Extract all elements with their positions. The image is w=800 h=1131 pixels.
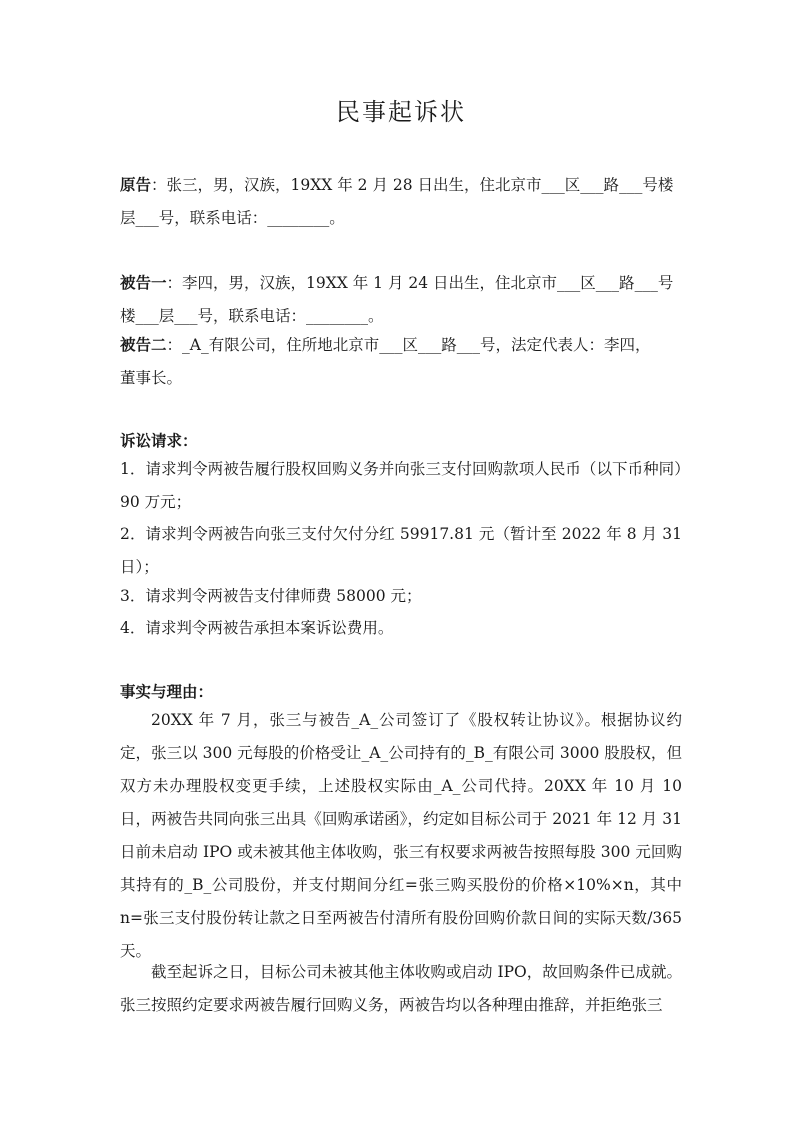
defendant1-label: 被告一	[120, 273, 167, 292]
plaintiff-text: 号，联系电话：	[158, 209, 268, 227]
plaintiff-text: 。	[329, 209, 345, 227]
blank-district: ___	[541, 176, 565, 194]
facts-text: 20XX 年 7 月，张三与被告	[151, 711, 352, 729]
blank-room: ___	[135, 209, 159, 227]
plaintiff-text: ：张三，男，汉族，19XX 年 2 月 28 日出生，住北京市	[151, 176, 542, 194]
defendant2-text: 区	[402, 336, 419, 354]
blank-room: ___	[174, 307, 198, 325]
defendant2-text: 路	[441, 336, 457, 354]
document-title: 民事起诉状	[336, 98, 466, 126]
plaintiff-line-1	[120, 168, 682, 202]
defendant2-label: 被告二	[120, 335, 167, 354]
defendant1-text: ：李四，男，汉族，19XX 年 1 月 24 日出生，住北京市	[166, 274, 558, 292]
facts-text: 公司持有的	[388, 744, 466, 762]
claim-item-1: 1．请求判令两被告履行股权回购义务并向张三支付回购款项人民币（以下币种同）90 万元；	[120, 460, 682, 511]
plaintiff-line-2	[120, 202, 682, 235]
blank-district: ___	[557, 274, 581, 292]
defendant2-text: 号，法定代表人：李四，	[480, 336, 651, 354]
defendant1-line-1	[120, 266, 682, 300]
company-a-placeholder: _A_	[182, 336, 209, 354]
defendant1-text: 楼	[120, 307, 136, 325]
blank-number: ___	[634, 274, 658, 292]
defendant1-text: 。	[368, 307, 384, 325]
defendant2-text: ：	[166, 336, 183, 354]
blank-building: ___	[135, 307, 159, 325]
facts-text: 有限公司 3000 股股权，但双方未办理股权变更手续，上述股权实际由	[120, 744, 682, 795]
blank-road: ___	[580, 176, 604, 194]
defendant1-text: 路	[619, 274, 635, 292]
plaintiff-text: 号楼	[642, 176, 674, 194]
defendant2-line-2: 董事长。	[120, 369, 183, 387]
facts-text: 公司代持。20XX 年 10 月 10 日，两被告共同向张三出具《回购承诺函》，约定如目标公司于 2021 年 12 月 31 日前未启动 IPO 或未被其他主体收购，张三有权要求两被告按照每股 300 元回购其持有的	[120, 777, 682, 894]
facts-paragraph-2: 截至起诉之日，目标公司未被其他主体收购或启动 IPO，故回购条件已成就。张三按照约定要求两被告履行回购义务，两被告均以各种理由推辞，并拒绝张三	[120, 963, 682, 1014]
plaintiff-text: 层	[120, 209, 136, 227]
company-a-placeholder: _A_	[433, 777, 461, 795]
facts-heading: 事实与理由：	[120, 682, 214, 701]
defendant1-text: 区	[580, 274, 596, 292]
claims-heading: 诉讼请求：	[120, 431, 198, 450]
defendant1-text: 号，联系电话：	[197, 307, 307, 325]
blank-road: ___	[418, 336, 442, 354]
facts-paragraph-1	[120, 704, 682, 968]
blank-number: ___	[456, 336, 481, 354]
defendant1-text: 号	[657, 274, 674, 292]
defendant1-paragraph	[120, 266, 682, 333]
defendant1-text: 层	[158, 307, 175, 325]
defendant2-paragraph	[120, 328, 682, 395]
claim-item-2: 2．请求判令两被告向张三支付欠付分红 59917.81 元（暂计至 2022 年 8 月 31 日）；	[120, 525, 682, 576]
blank-district: ___	[379, 336, 403, 354]
claim-item-4: 4．请求判令两被告承担本案诉讼费用。	[120, 619, 394, 637]
plaintiff-text: 路	[603, 176, 620, 194]
blank-road: ___	[595, 274, 620, 292]
plaintiff-label: 原告	[120, 175, 152, 194]
blank-phone: ________	[267, 209, 330, 227]
company-b-placeholder: _B_	[184, 876, 212, 894]
defendant2-line-1	[120, 328, 682, 362]
plaintiff-paragraph	[120, 168, 682, 235]
claim-item-3: 3．请求判令两被告支付律师费 58000 元；	[120, 587, 422, 605]
plaintiff-text: 区	[564, 176, 581, 194]
facts-text: 公司股份，并支付期间分红=张三购买股份的价格×10%×n，其中 n=张三支付股份转让款之日至两被告付清所有股份回购价款日间的实际天数/365 天。	[120, 876, 682, 960]
company-a-placeholder: _A_	[361, 744, 389, 762]
facts-text: 公司签订了《股权转让协议》。根据协议约定，张三以 300 元每股的价格受让	[120, 711, 682, 762]
defendant2-text: 有限公司，住所地北京市	[208, 336, 380, 354]
blank-phone: ________	[306, 307, 369, 325]
company-b-placeholder: _B_	[465, 744, 493, 762]
blank-building: ___	[619, 176, 643, 194]
company-a-placeholder: _A_	[351, 711, 379, 729]
